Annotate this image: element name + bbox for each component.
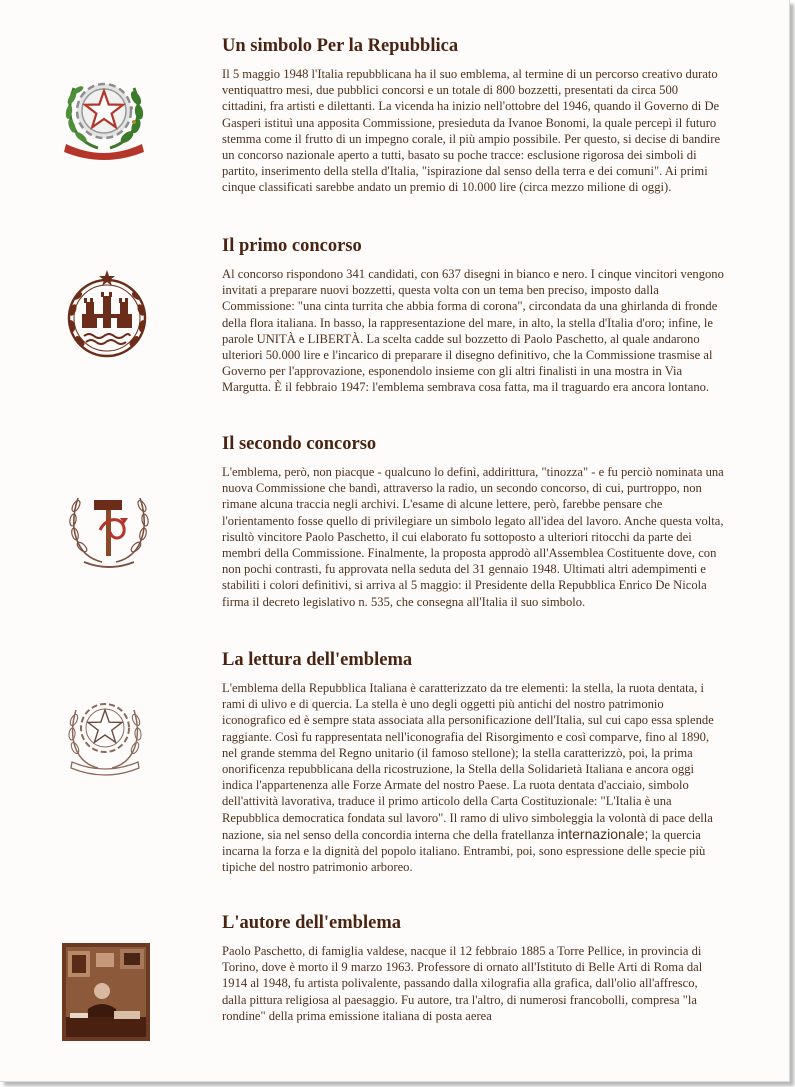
section-title: Un simbolo Per la Repubblica	[222, 36, 459, 56]
turreted-crown-emblem-icon	[64, 266, 150, 362]
section-title: Il secondo concorso	[222, 434, 377, 454]
section-title: La lettura dell'emblema	[222, 650, 413, 670]
section-body	[222, 680, 725, 875]
section-body: L'emblema, però, non piacque - qualcuno lo definì, addirittura, "tinozza" - e fu perciò nominata una nuova Commissione che bandì, attraverso la radio, un secondo concorso, di cui, purtroppo, non rimane alcuna traccia negli archivi. L'esame di alcune lettere, però, farebbe pensare che l'orientamento fosse quello di privilegiare un simbolo legato all'idea del lavoro. Anche questa volta, risultò vincitore Paolo Paschetto, il cui elaborato fu sottoposto a ulteriori ritocchi da parte dei membri della Commissione. Finalmente, la proposta approdò all'Assemblea Costituente dove, con non pochi contrasti, fu approvata nella seduta del 31 gennaio 1948. Ultimati altri adempimenti e stabiliti i colori definitivi, si arriva al 5 maggio: il Presidente della Repubblica Enrico De Nicola firma il decreto legislativo n. 535, che consegna all'Italia il suo simbolo.	[222, 465, 724, 609]
star-wheel-emblem-outline-icon	[64, 684, 146, 780]
section-body: Al concorso rispondono 341 candidati, con 637 disegni in bianco e nero. I cinque vincitori vengono invitati a preparare nuovi bozzetti, questa volta con un tema ben preciso, imposto dalla Commissione: "una cinta turrita che abbia forma di corona", circondata da una ghirlanda di fronde della flora italiana. In basso, la rappresentazione del mare, in alto, la stella d'Italia d'oro; infine, le parole UNITÀ e LIBERTÀ. La scelta cadde sul bozzetto di Paolo Paschetto, al quale andarono ulteriori 50.000 lire e l'incarico di preparare il disegno definitivo, che la Commissione trasmise al Governo per l'approvazione, esponendolo insieme con gli altri finalisti in una mostra in Via Margutta. È il febbraio 1947: l'emblema sembrava cosa fatta, ma il traguardo era ancora lontano.	[222, 267, 724, 395]
section-body: Il 5 maggio 1948 l'Italia repubblicana ha il suo emblema, al termine di un percorso creativo durato ventiquattro mesi, due pubblici concorsi e un totale di 800 bozzetti, presentati da circa 500 cittadini, fra artisti e dilettanti. La vicenda ha inizio nell'ottobre del 1946, quando il Governo di De Gasperi istituì una apposita Commissione, presieduta da Ivanoe Bonomi, la quale percepì il futuro stemma come il frutto di un impegno corale, il più ampio possibile. Per questo, si decise di bandire un concorso nazionale aperto a tutti, basato su poche tracce: esclusione rigorosa dei simboli di partito, inserimento della stella d'Italia, "ispirazione dal senso della terra e dei comuni". Ai primi cinque classificati sarebbe andato un premio di 10.000 lire (circa mezzo milione di oggi).	[222, 67, 721, 195]
hammer-wreath-emblem-icon	[64, 474, 154, 574]
section-body: Paolo Paschetto, di famiglia valdese, nacque il 12 febbraio 1885 a Torre Pellice, in provincia di Torino, dove è morto il 9 marzo 1963. Professore di ornato all'Istituto di Belle Arti di Roma dal 1914 al 1948, fu artista polivalente, passando dalla xilografia alla grafica, dall'olio all'affresco, dalla pittura religiosa al paesaggio. Fu autore, tra l'altro, di numerosi francobolli, compresa "la rondine" della prima emissione italiana di posta aerea	[222, 944, 703, 1023]
section-title: L'autore dell'emblema	[222, 913, 401, 933]
repubblica-italiana-emblem-icon	[58, 64, 150, 160]
author-portrait-photo-icon	[62, 943, 150, 1041]
section-title: Il primo concorso	[222, 236, 362, 256]
section-body-text: la quercia incarna la forza e la dignità del popolo italiano. Entrambi, poi, sono espressione delle specie più tipiche del nostro patrimonio arboreo.	[222, 827, 706, 875]
section-body-emphasis: internazionale;	[557, 825, 649, 842]
section-body-text: L'emblema della Repubblica Italiana è caratterizzato da tre elementi: la stella, la ruota dentata, i rami di ulivo e di quercia. La stella è uno degli oggetti più antichi del nostro patrimonio iconografico ed è sempre stata associata alla personificazione dell'Italia, sul cui capo essa splende raggiante. Così fu rappresentata nell'iconografia del Risorgimento e così comparve, fino al 1890, nel grande stemma del Regno unitario (il famoso stellone); la stella caratterizzò, poi, la prima onorificenza repubblicana della ricostruzione, la Stella della Solidarietà Italiana e ancora oggi indica l'appartenenza alle Forze Armate del nostro Paese. La ruota dentata d'acciaio, simbolo dell'attività lavorativa, traduce il primo articolo della Carta Costituzionale: "L'Italia è una Repubblica democratica fondata sul lavoro". Il ramo di ulivo simboleggia la volontà di pace della nazione, sia nel senso della concordia interna che della fratellanza	[222, 681, 714, 842]
